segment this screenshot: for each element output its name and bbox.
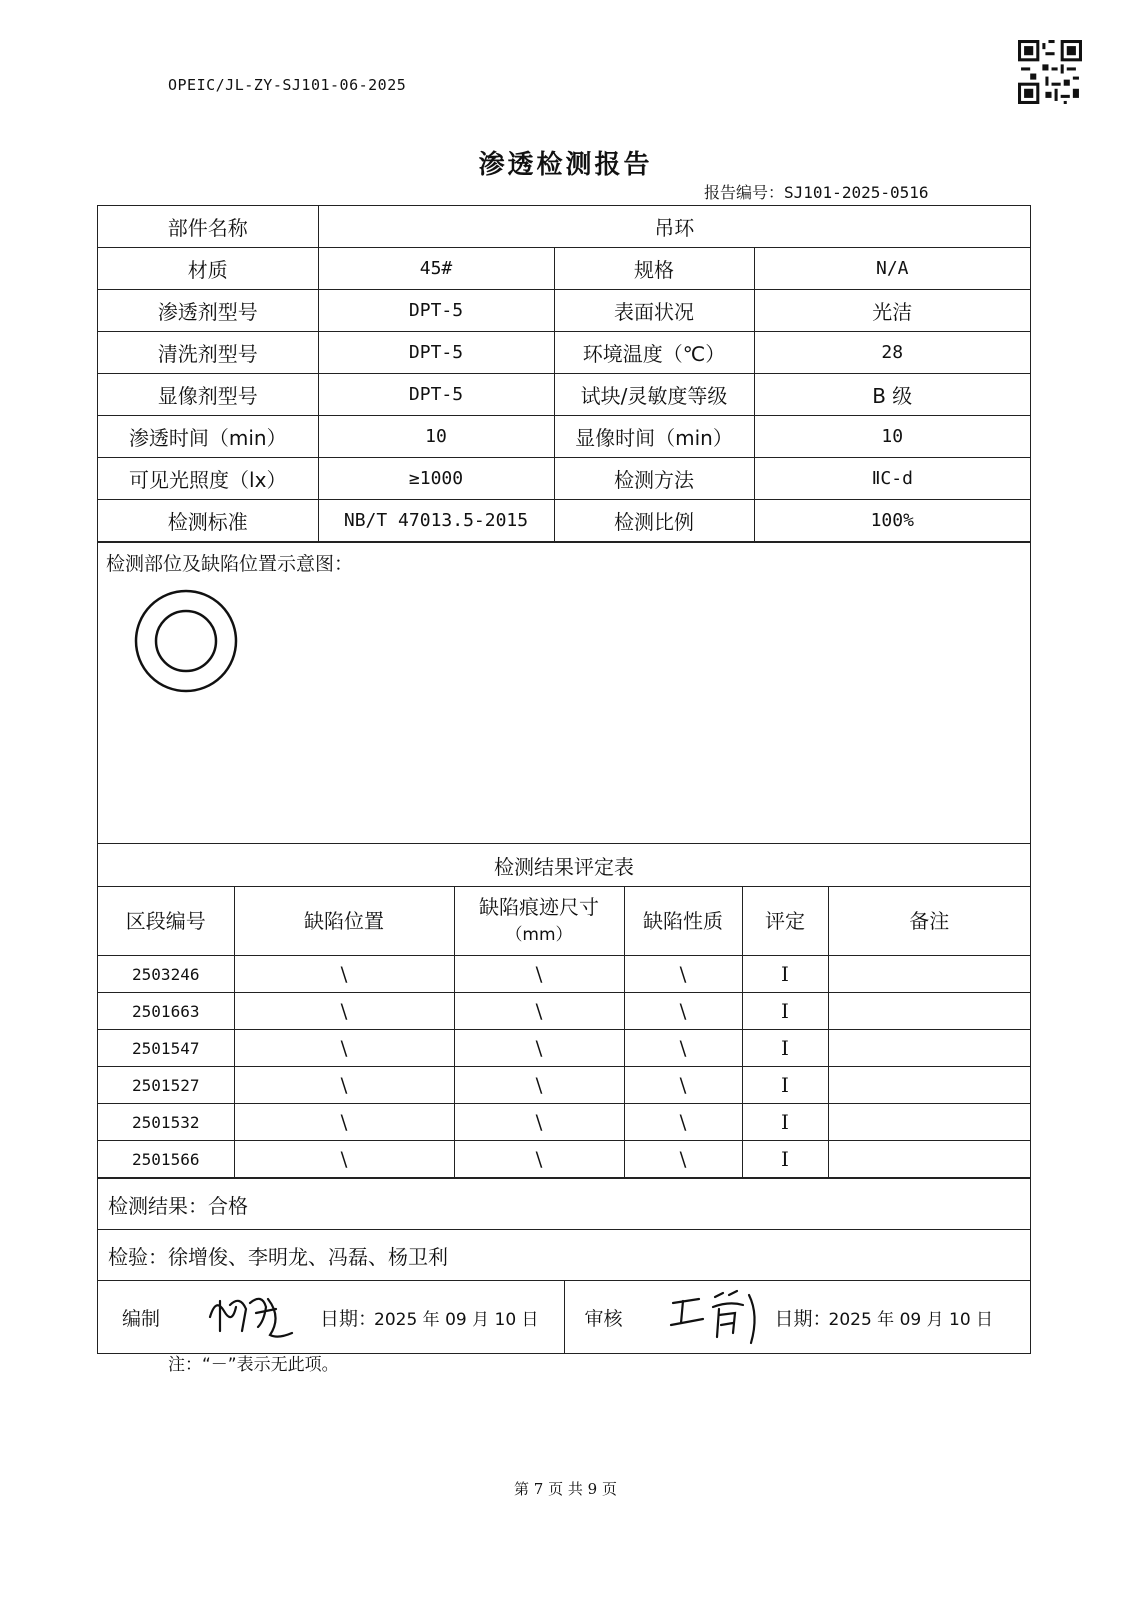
header-size-line2: （mm） <box>505 925 573 945</box>
penetrant-value: DPT-5 <box>318 290 554 332</box>
method-value: ⅡC-d <box>754 458 1030 500</box>
part-name-label: 部件名称 <box>98 206 318 248</box>
row-nature: \ <box>624 993 742 1030</box>
development-time-value: 10 <box>754 416 1030 458</box>
surface-value: 光洁 <box>754 290 1030 332</box>
lifting-ring-diagram <box>132 587 240 695</box>
row-remark <box>828 1067 1030 1104</box>
inspectors-names: 徐增俊、李明龙、冯磊、杨卫利 <box>168 1244 448 1269</box>
row-section: 2501566 <box>98 1141 234 1178</box>
standard-label: 检测标准 <box>98 500 318 542</box>
result-value: 合格 <box>208 1193 248 1218</box>
row-location: \ <box>234 993 454 1030</box>
evaluation-table-title: 检测结果评定表 <box>98 843 1030 886</box>
illuminance-label: 可见光照度（lx） <box>98 458 318 500</box>
table-row <box>98 1141 1030 1178</box>
header-nature: 缺陷性质 <box>624 887 742 956</box>
footnote: 注：“－”表示无此项。 <box>168 1355 339 1375</box>
qr-code-icon <box>1018 40 1082 104</box>
inspectors-label: 检验： <box>108 1244 168 1269</box>
row-location: \ <box>234 1141 454 1178</box>
review-date-label: 日期： <box>774 1307 832 1330</box>
review-label: 审核 <box>584 1307 623 1330</box>
table-row <box>98 1067 1030 1104</box>
material-value: 45# <box>318 248 554 290</box>
review-section <box>564 1281 1031 1353</box>
header-section: 区段编号 <box>98 887 234 956</box>
table-row <box>98 956 1030 993</box>
report-sheet <box>97 205 1031 1354</box>
row-grade: I <box>742 1104 828 1141</box>
compile-signature <box>206 1287 296 1345</box>
row-size: \ <box>454 1030 624 1067</box>
row-grade: I <box>742 1067 828 1104</box>
penetration-time-value: 10 <box>318 416 554 458</box>
compile-label: 编制 <box>122 1307 161 1330</box>
compile-date-label: 日期： <box>320 1307 378 1330</box>
row-size: \ <box>454 993 624 1030</box>
info-table <box>98 206 1030 542</box>
ratio-label: 检测比例 <box>554 500 754 542</box>
evaluation-table <box>98 886 1030 1178</box>
row-section: 2501532 <box>98 1104 234 1141</box>
test-block-value: B 级 <box>754 374 1030 416</box>
row-grade: I <box>742 1030 828 1067</box>
header-size-line1: 缺陷痕迹尺寸 <box>479 895 599 919</box>
row-nature: \ <box>624 1030 742 1067</box>
result-row <box>98 1178 1030 1229</box>
table-row <box>98 993 1030 1030</box>
page-title: 渗透检测报告 <box>478 150 653 180</box>
row-remark <box>828 956 1030 993</box>
temperature-label: 环境温度（℃） <box>554 332 754 374</box>
review-date: 2025 年 09 月 10 日 <box>828 1309 994 1330</box>
surface-label: 表面状况 <box>554 290 754 332</box>
row-grade: I <box>742 1141 828 1178</box>
report-number-value: SJ101-2025-0516 <box>784 183 929 202</box>
method-label: 检测方法 <box>554 458 754 500</box>
development-time-label: 显像时间（min） <box>554 416 754 458</box>
inspectors-row <box>98 1229 1030 1280</box>
row-size: \ <box>454 956 624 993</box>
row-size: \ <box>454 1067 624 1104</box>
row-remark <box>828 1104 1030 1141</box>
row-remark <box>828 1141 1030 1178</box>
row-size: \ <box>454 1141 624 1178</box>
row-location: \ <box>234 956 454 993</box>
spec-label: 规格 <box>554 248 754 290</box>
row-section: 2503246 <box>98 956 234 993</box>
sketch-title: 检测部位及缺陷位置示意图： <box>106 553 354 575</box>
compile-date: 2025 年 09 月 10 日 <box>374 1309 539 1330</box>
standard-value: NB/T 47013.5-2015 <box>318 500 554 542</box>
defect-sketch-area <box>98 542 1030 843</box>
header-grade: 评定 <box>742 887 828 956</box>
row-location: \ <box>234 1030 454 1067</box>
row-size: \ <box>454 1104 624 1141</box>
row-section: 2501527 <box>98 1067 234 1104</box>
cleaner-label: 清洗剂型号 <box>98 332 318 374</box>
row-section: 2501663 <box>98 993 234 1030</box>
compile-section <box>98 1281 564 1353</box>
report-number-label: 报告编号： <box>704 183 785 202</box>
row-nature: \ <box>624 1067 742 1104</box>
row-location: \ <box>234 1104 454 1141</box>
illuminance-value: ≥1000 <box>318 458 554 500</box>
document-code: OPEIC/JL-ZY-SJ101-06-2025 <box>168 76 407 94</box>
evaluation-header-row <box>98 887 1030 956</box>
part-name-value: 吊环 <box>318 206 1030 248</box>
table-row <box>98 1104 1030 1141</box>
row-remark <box>828 993 1030 1030</box>
header-remark: 备注 <box>828 887 1030 956</box>
table-row <box>98 1030 1030 1067</box>
row-nature: \ <box>624 1104 742 1141</box>
header-location: 缺陷位置 <box>234 887 454 956</box>
test-block-label: 试块/灵敏度等级 <box>554 374 754 416</box>
report-number <box>704 180 929 203</box>
penetrant-label: 渗透剂型号 <box>98 290 318 332</box>
result-label: 检测结果： <box>108 1193 208 1218</box>
row-nature: \ <box>624 1141 742 1178</box>
row-remark <box>828 1030 1030 1067</box>
cleaner-value: DPT-5 <box>318 332 554 374</box>
signoff-row <box>98 1280 1030 1353</box>
page-number: 第 7 页 共 9 页 <box>514 1480 617 1498</box>
material-label: 材质 <box>98 248 318 290</box>
row-nature: \ <box>624 956 742 993</box>
spec-value: N/A <box>754 248 1030 290</box>
developer-label: 显像剂型号 <box>98 374 318 416</box>
row-location: \ <box>234 1067 454 1104</box>
row-grade: I <box>742 956 828 993</box>
row-grade: I <box>742 993 828 1030</box>
ratio-value: 100% <box>754 500 1030 542</box>
temperature-value: 28 <box>754 332 1030 374</box>
developer-value: DPT-5 <box>318 374 554 416</box>
row-section: 2501547 <box>98 1030 234 1067</box>
penetration-time-label: 渗透时间（min） <box>98 416 318 458</box>
header-size <box>454 887 624 956</box>
review-signature <box>669 1285 761 1347</box>
